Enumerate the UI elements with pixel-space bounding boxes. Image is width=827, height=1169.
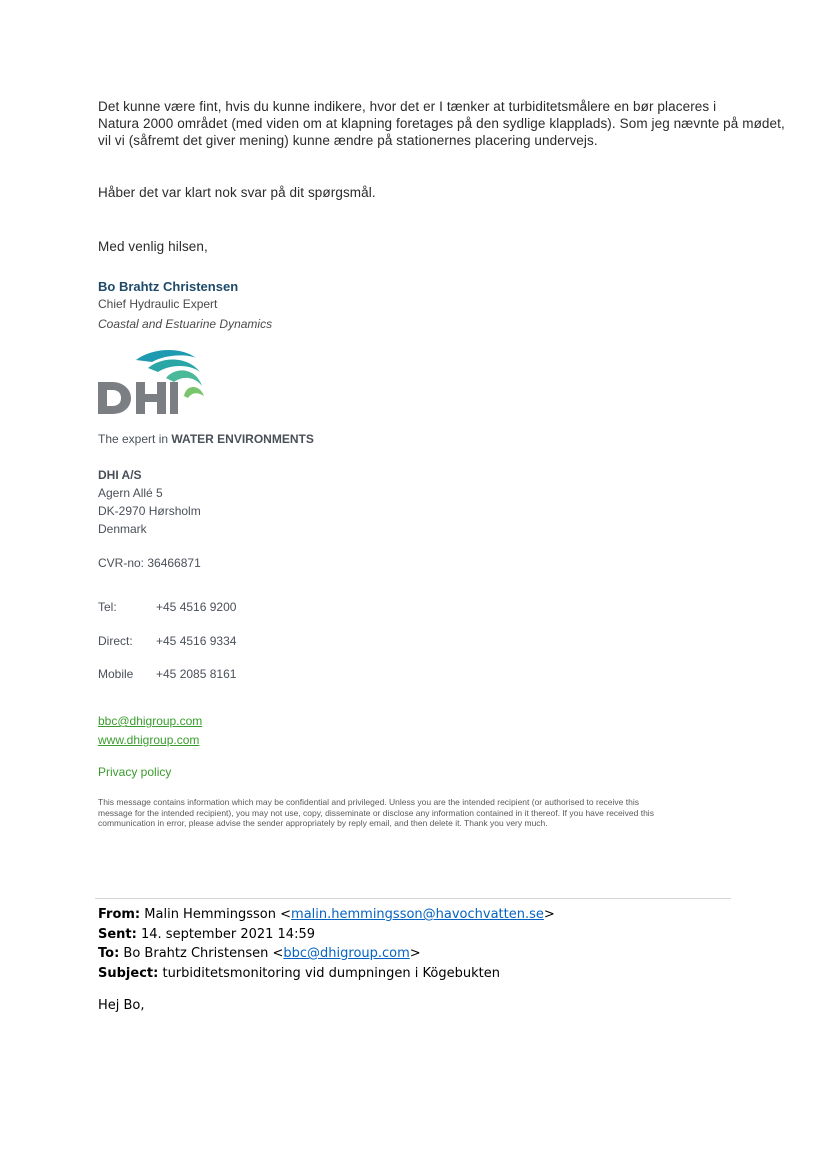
dhi-logo-icon [96, 346, 208, 416]
signature-name: Bo Brahtz Christensen [98, 279, 239, 294]
subject-value: turbiditetsmonitoring vid dumpningen i Kögebukten [162, 965, 500, 981]
address-block [98, 466, 201, 538]
address-line: Agern Allé 5 [98, 486, 163, 500]
sent-value: 14. september 2021 14:59 [141, 926, 315, 942]
closing-question: Håber det var klart nok svar på dit spørgsmål. [98, 185, 376, 200]
phone-label: Direct: [98, 634, 133, 648]
body-line: Natura 2000 området (med viden om at klapning foretages på den sydlige klapplads). Som jeg nævnte på mødet, [98, 116, 785, 131]
to-close: > [409, 946, 421, 961]
signature-department: Coastal and Estuarine Dynamics [98, 317, 273, 331]
dhi-logo-text: DHI [96, 346, 98, 347]
from-label: From: [98, 907, 141, 922]
to-line [98, 944, 555, 964]
tagline-prefix: The expert in [98, 432, 169, 446]
sent-line [98, 925, 555, 945]
phone-value: +45 2085 8161 [156, 667, 237, 681]
company-name: DHI A/S [98, 468, 142, 482]
body-line: vil vi (såfremt det giver mening) kunne ændre på stationernes placering undervejs. [98, 133, 598, 148]
phone-mobile [98, 667, 236, 681]
tagline [98, 432, 314, 446]
to-email-link[interactable]: bbc@dhigroup.com [283, 946, 410, 961]
from-line [98, 905, 555, 925]
subject-label: Subject: [98, 965, 159, 981]
quoted-greeting: Hej Bo, [98, 998, 145, 1013]
email-link[interactable]: bbc@dhigroup.com [98, 714, 203, 728]
phone-label: Tel: [98, 600, 117, 614]
phone-tel [98, 600, 236, 614]
from-close: > [543, 907, 555, 922]
tagline-bold: WATER ENVIRONMENTS [171, 432, 314, 446]
to-name: Bo Brahtz Christensen < [123, 946, 284, 961]
phone-value: +45 4516 9200 [156, 600, 237, 614]
from-email-link[interactable]: malin.hemmingsson@havochvatten.se [291, 907, 544, 922]
disclaimer: This message contains information which may be confidential and privileged. Unless you are the intended recipient (or authorised to receive this message for the intended recipient), you may not use, copy, disseminate or disclose any information contained in it thereof. If you have received this communication in error, please advise the sender appropriately by reply email, and then delete it. Thank you very much. [98, 797, 654, 828]
subject-line [98, 964, 555, 984]
body-paragraph [98, 98, 785, 149]
quoted-header [98, 905, 555, 983]
cvr-number: CVR-no: 36466871 [98, 556, 201, 570]
phone-label: Mobile [98, 667, 134, 681]
address-line: DK-2970 Hørsholm [98, 504, 201, 518]
greeting: Med venlig hilsen, [98, 239, 208, 254]
address-line: Denmark [98, 522, 147, 536]
phone-value: +45 4516 9334 [156, 634, 237, 648]
phone-direct [98, 634, 236, 648]
from-name: Malin Hemmingsson < [144, 907, 292, 922]
website-link[interactable]: www.dhigroup.com [98, 733, 200, 747]
body-line: Det kunne være fint, hvis du kunne indikere, hvor det er I tænker at turbiditetsmålere en bør placeres i [98, 99, 717, 114]
contact-links [98, 712, 202, 750]
dhi-logo [96, 346, 208, 416]
signature-title: Chief Hydraulic Expert [98, 297, 218, 311]
divider [95, 898, 731, 899]
to-label: To: [98, 946, 120, 961]
sent-label: Sent: [98, 926, 137, 942]
privacy-policy-link[interactable]: Privacy policy [98, 765, 172, 779]
